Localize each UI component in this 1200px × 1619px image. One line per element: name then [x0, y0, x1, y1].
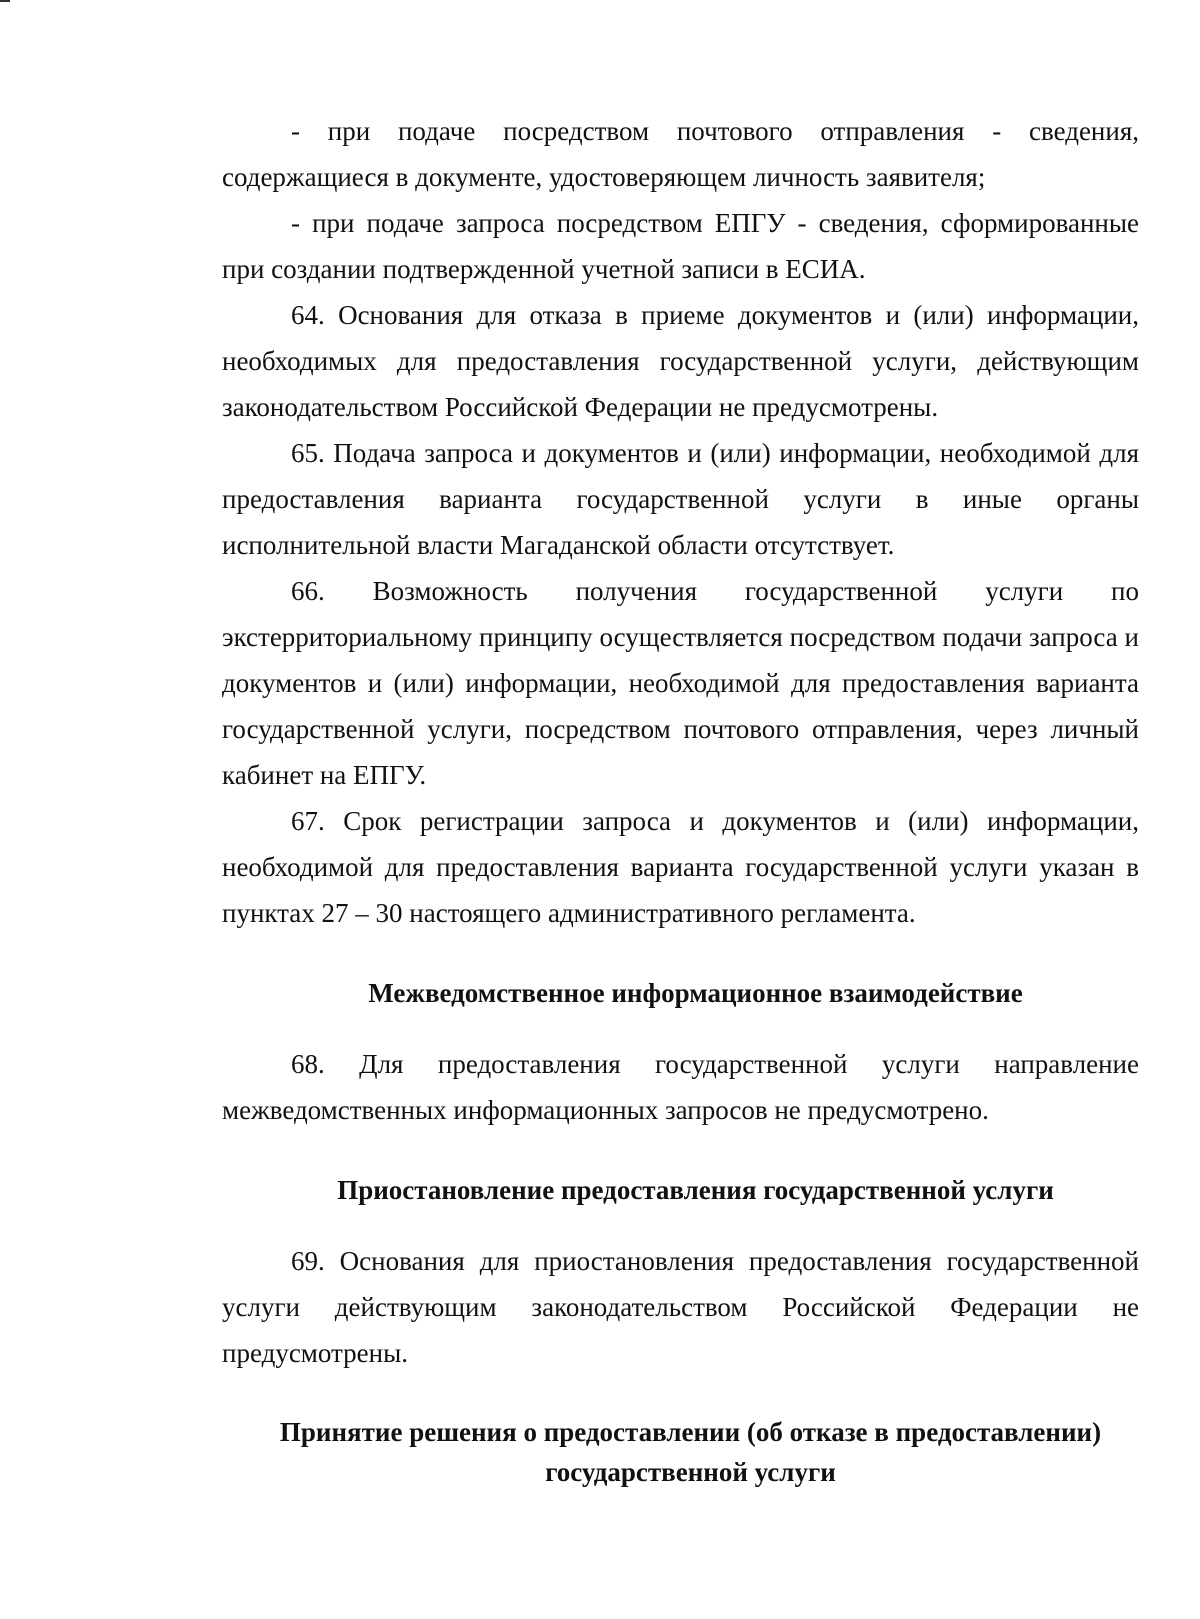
document-body	[222, 108, 1139, 1492]
section-heading-suspension: Приостановление предоставления государственной услуги	[337, 1175, 1054, 1205]
paragraph-66: 66. Возможность получения государственной услуги по экстерриториальному принципу осуществляется посредством подачи запроса и документов и (или) информации, необходимой для предоставления варианта государственной услуги, посредством почтового отправления, через личный кабинет на ЕПГУ.	[222, 576, 1139, 790]
section-heading-decision-line-1: Принятие решения о предоставлении (об отказе в предоставлении)	[279, 1417, 1102, 1447]
paragraph-65: 65. Подача запроса и документов и (или) информации, необходимой для предоставления варианта государственной услуги в иные органы исполнительной власти Магаданской области отсутствует.	[222, 438, 1139, 560]
scan-corner-mark	[0, 0, 10, 2]
paragraph-67: 67. Срок регистрации запроса и документов и (или) информации, необходимой для предоставления варианта государственной услуги указан в пунктах 27 – 30 настоящего административного регламента.	[222, 806, 1139, 928]
paragraph-64: 64. Основания для отказа в приеме документов и (или) информации, необходимых для предоставления государственной услуги, действующим законодательством Российской Федерации не предусмотрены.	[222, 300, 1139, 422]
paragraph-epgu-submission: - при подаче запроса посредством ЕПГУ - сведения, сформированные при создании подтвержденной учетной записи в ЕСИА.	[222, 208, 1139, 284]
section-heading-decision-line-2: государственной услуги	[545, 1457, 836, 1487]
paragraph-68: 68. Для предоставления государственной услуги направление межведомственных информационных запросов не предусмотрено.	[222, 1049, 1139, 1125]
paragraph-69: 69. Основания для приостановления предоставления государственной услуги действующим законодательством Российской Федерации не предусмотрены.	[222, 1246, 1139, 1368]
section-heading-interagency: Межведомственное информационное взаимодействие	[368, 978, 1023, 1008]
section-heading-decision	[222, 1412, 1139, 1492]
paragraph-postal-submission: - при подаче посредством почтового отправления - сведения, содержащиеся в документе, удостоверяющем личность заявителя;	[222, 116, 1139, 192]
